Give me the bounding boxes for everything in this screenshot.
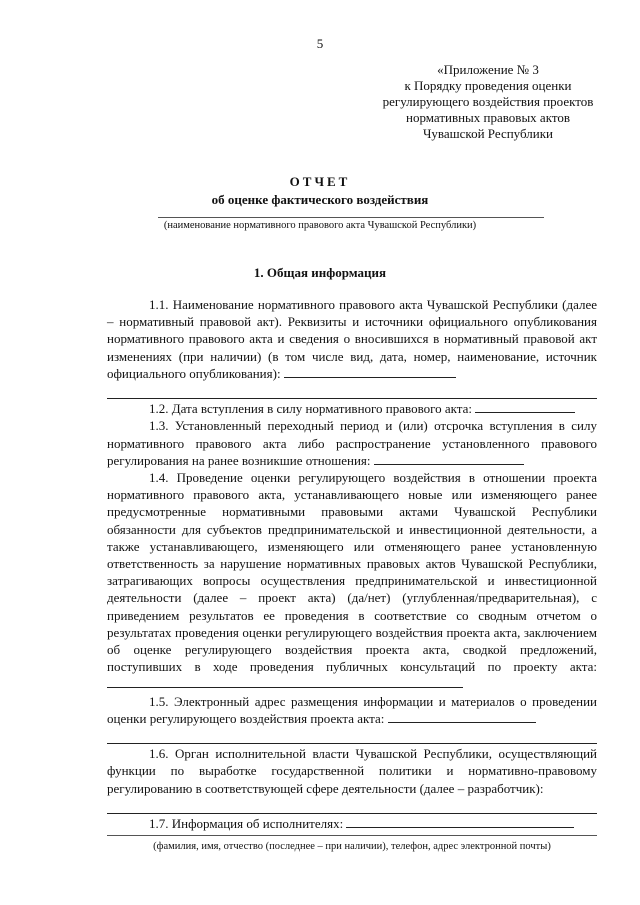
item-1-7-blank [346, 816, 574, 828]
appendix-line: Чувашской Республики [422, 126, 554, 141]
item-1-4 [107, 469, 597, 693]
act-name-caption: (наименование нормативного правового акта Чувашской Республики) [163, 220, 477, 231]
authors-line [107, 835, 597, 836]
item-1-5-blank [388, 711, 536, 723]
item-1-3-text: 1.3. Установленный переходный период и (или) отсрочка вступления в силу нормативного правового акта либо распространение установленного правового регулирования на ранее возникшие отношения: [107, 418, 597, 468]
item-1-4-text: 1.4. Проведение оценки регулирующего воздействия в отношении проекта нормативного правового акта, устанавливающего новые или изменяющего ранее предусмотренные нормативными правовыми актами Чувашской Республики обязанности для субъектов предпринимательской и инвестиционной деятельности, а также устанавливающего, изменяющего или отменяющего ранее установленную ответственность за нарушение нормативных правовых актов Чувашской Республики, затрагивающих вопросы осуществления предпринимательской и инвестиционной деятельности (далее – проект акта) (да/нет) (углубленная/предварительная), с приведением результатов ее проведения в соответствие со сводным отчетом о результатах проведения оценки регулирующего воздействия проекта акта, заключением об оценке регулирующего воздействия проекта акта, сводкой предложений, поступивших в ходе проведения публичных консультаций по проекту акта: [107, 470, 597, 675]
appendix-header [368, 62, 608, 142]
item-1-5 [107, 693, 597, 727]
item-1-5-blank-line [107, 727, 597, 744]
report-title: ОТЧЕТ [289, 174, 351, 189]
item-1-1-blank-line [107, 382, 597, 399]
item-1-6-blank-line [107, 797, 597, 814]
appendix-line: «Приложение № 3 [437, 62, 539, 77]
form-content [107, 296, 597, 854]
page-number: 5 [316, 36, 324, 51]
item-1-6-text: 1.6. Орган исполнительной власти Чувашской Республики, осуществляющий функции по выработке государственной политики и нормативно-правовому регулированию в соответствующей сфере деятельности (далее – разработчик): [107, 746, 597, 796]
item-1-4-blank [107, 676, 463, 688]
item-1-1-blank [284, 366, 456, 378]
act-name-line [158, 217, 544, 218]
item-1-2-blank [475, 401, 575, 413]
appendix-line: к Порядку проведения оценки [404, 78, 572, 93]
authors-caption: (фамилия, имя, отчество (последнее – при наличии), телефон, адрес электронной почты) [153, 841, 551, 853]
appendix-line: регулирующего воздействия проектов [382, 94, 594, 109]
section-title: 1. Общая информация [253, 265, 387, 280]
item-1-3-blank [374, 453, 524, 465]
item-1-2 [107, 400, 597, 417]
item-1-2-text: 1.2. Дата вступления в силу нормативного правового акта: [149, 401, 473, 417]
item-1-5-text: 1.5. Электронный адрес размещения информации и материалов о проведении оценки регулирующего воздействия проекта акта: [107, 693, 597, 726]
appendix-line: нормативных правовых актов [405, 110, 570, 125]
report-subtitle: об оценке фактического воздействия [211, 192, 429, 207]
item-1-7 [107, 815, 597, 832]
item-1-3 [107, 417, 597, 469]
item-1-1 [107, 296, 597, 382]
item-1-6 [107, 745, 597, 797]
item-1-1-text: 1.1. Наименование нормативного правового акта Чувашской Республики (далее – нормативный правовой акт). Реквизиты и источники официального опубликования нормативного правового акта и сведения о вносившихся в нормативный правовой акт изменениях (при наличии) (в том числе вид, дата, номер, наименование, источник официального опубликования): [107, 297, 597, 381]
item-1-7-text: 1.7. Информация об исполнителях: [149, 816, 344, 832]
